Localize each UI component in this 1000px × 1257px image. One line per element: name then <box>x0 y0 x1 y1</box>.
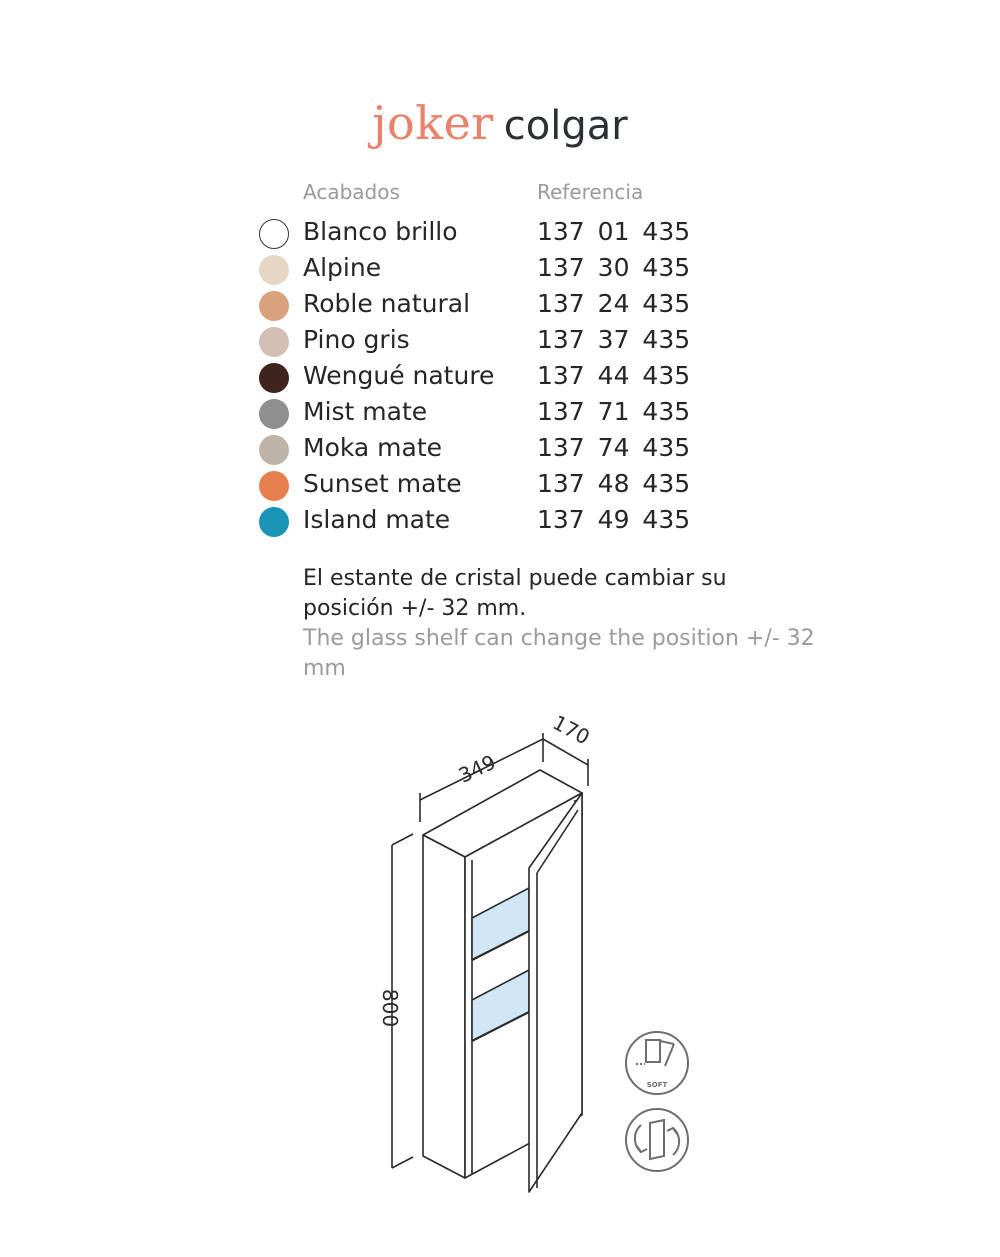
table-row <box>0 252 1000 288</box>
color-swatch <box>259 219 289 249</box>
finish-header: Acabados <box>303 180 400 204</box>
soft-label: SOFT <box>646 1081 668 1089</box>
finish-name: Island mate <box>303 505 451 534</box>
reversible-door-icon <box>626 1109 688 1171</box>
width-label: 349 <box>454 749 500 788</box>
finish-name: Pino gris <box>303 325 410 354</box>
table-row <box>0 432 1000 468</box>
depth-label: 170 <box>548 710 594 750</box>
finish-reference: 137 01 435 <box>537 217 691 246</box>
color-swatch <box>259 507 289 537</box>
feature-icons <box>620 1030 695 1180</box>
finish-name: Roble natural <box>303 289 471 318</box>
color-swatch <box>259 363 289 393</box>
finish-reference: 137 49 435 <box>537 505 691 534</box>
color-swatch <box>259 327 289 357</box>
finish-name: Moka mate <box>303 433 443 462</box>
table-row <box>0 504 1000 540</box>
table-header <box>0 180 1000 210</box>
finish-name: Mist mate <box>303 397 428 426</box>
finish-reference: 137 30 435 <box>537 253 691 282</box>
table-row <box>0 324 1000 360</box>
finish-name: Sunset mate <box>303 469 462 498</box>
color-swatch <box>259 471 289 501</box>
finish-reference: 137 74 435 <box>537 433 691 462</box>
finish-reference: 137 37 435 <box>537 325 691 354</box>
finish-reference: 137 24 435 <box>537 289 691 318</box>
color-swatch <box>259 291 289 321</box>
cabinet-side <box>423 835 465 1178</box>
height-label: 800 <box>378 988 402 1028</box>
page-title <box>0 96 1000 150</box>
color-swatch <box>259 399 289 429</box>
brand-name: joker <box>372 96 494 150</box>
note-english: The glass shelf can change the position +/- 32 mm <box>303 626 815 681</box>
table-row <box>0 216 1000 252</box>
table-row <box>0 396 1000 432</box>
table-row <box>0 360 1000 396</box>
finish-name: Wengué nature <box>303 361 495 390</box>
soft-close-icon <box>626 1032 688 1094</box>
shelf-note <box>303 564 823 684</box>
note-spanish: El estante de cristal puede cambiar su posición +/- 32 mm. <box>303 566 727 621</box>
finish-name: Alpine <box>303 253 382 282</box>
table-row <box>0 468 1000 504</box>
finish-reference: 137 44 435 <box>537 361 691 390</box>
color-swatch <box>259 435 289 465</box>
finish-name: Blanco brillo <box>303 217 458 246</box>
finish-table <box>0 216 1000 540</box>
finish-reference: 137 71 435 <box>537 397 691 426</box>
cabinet-drawing <box>360 700 660 1200</box>
color-swatch <box>259 255 289 285</box>
table-row <box>0 288 1000 324</box>
finish-reference: 137 48 435 <box>537 469 691 498</box>
reference-header: Referencia <box>537 180 644 204</box>
product-subtitle: colgar <box>503 103 628 149</box>
